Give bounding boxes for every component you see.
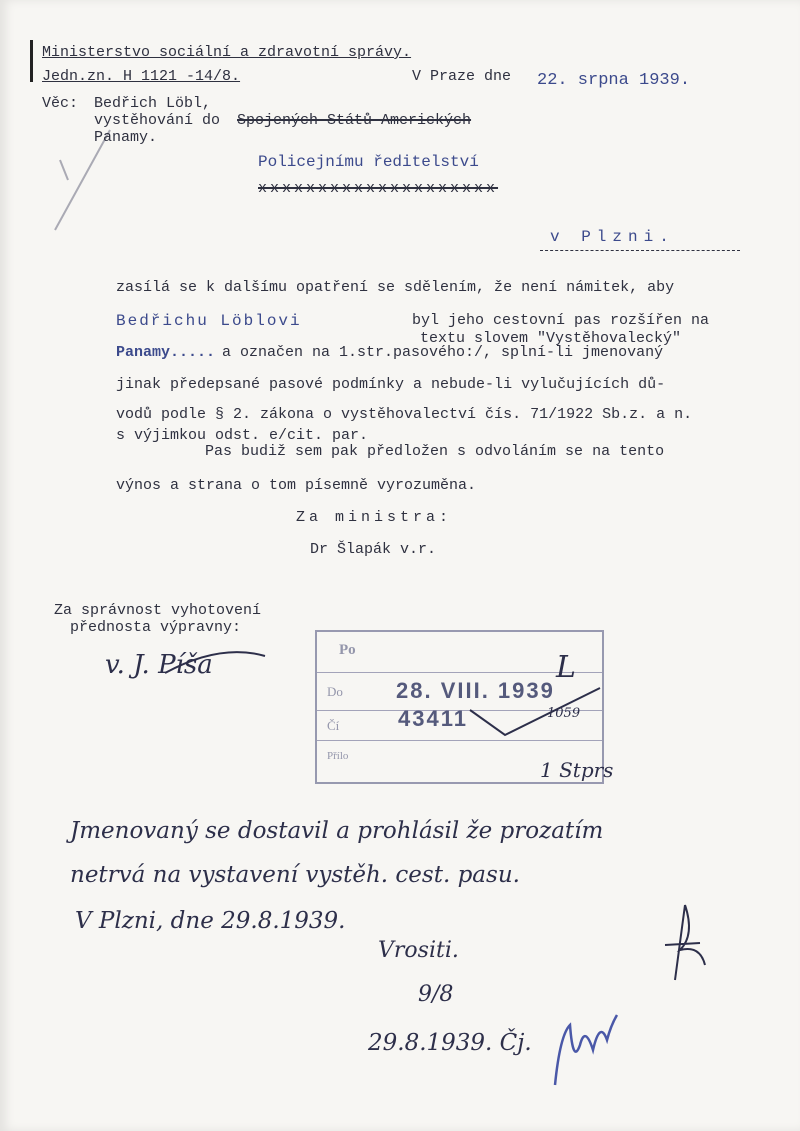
body-line-5: vodů podle § 2. zákona o vystěhovalectví čís. 71/1922 Sb.z. a n. [116,406,693,423]
initials-signature [645,895,715,985]
subject-line-2-struck: Spojených Států Amerických [237,112,472,129]
body-line-3-a: Panamy..... [116,344,216,361]
blue-signature [545,1005,625,1095]
stamp-label-do: Do [327,684,343,699]
certification-line-2: přednosta výpravny: [70,619,242,636]
subject-line-1: Bedřich Löbl, [94,95,212,112]
stamp-note-mark: L [556,650,576,685]
body-line-3-b: a označen na 1.str.pasového:/, splní-li jmenovaný [222,344,664,361]
place-date-label: V Praze dne [412,68,512,85]
recipient-name: Policejnímu ředitelství [258,153,479,171]
subject-label: Věc: [42,95,79,112]
recipient-city: v Plzni. [550,228,675,246]
body-line-6: s výjimkou odst. e/cit. par. [116,427,369,444]
closing-signer: Dr Šlapák v.r. [310,541,437,558]
handwritten-vrositi: Vrositi. [378,938,459,963]
handwritten-line-1: Jmenovaný se dostavil a prohlásil že prozatím [70,818,604,844]
certification-line-1: Za správnost vyhotovení [54,602,262,619]
stamp-number: 43411 [398,706,468,731]
body-line-8: výnos a strana o tom písemně vyrozuměna. [116,477,477,494]
handwritten-date-sign: 29.8.1939. Čj. [368,1030,532,1056]
stamp-label-pri: Přílo [327,750,349,762]
subject-line-2: vystěhování do [94,112,221,129]
stamp-note-number: 1059 [547,706,581,721]
recipient-struck-line: xxxxxxxxxxxxxxxxxxxx [258,180,499,197]
body-line-2: byl jeho cestovní pas rozšířen na [412,312,710,329]
stamp-date: 28. VIII. 1939 [396,678,555,703]
stamp-label-top: Po [339,642,356,658]
handwritten-line-2: netrvá na vystavení vystěh. cest. pasu. [70,862,520,888]
handwritten-line-3: V Plzni, dne 29.8.1939. [75,908,346,934]
body-line-1: zasílá se k dalšímu opatření se sdělením, že není námitek, aby [116,279,675,296]
certification-signature: v. J. Píša [105,650,213,680]
document-date: 22. srpna 1939. [537,71,691,90]
body-line-7: Pas budiž sem pak předložen s odvoláním se na tento [205,443,665,460]
city-underline [540,250,740,251]
checkmark-stroke [465,680,605,740]
ministry-heading: Ministerstvo sociální a zdravotní správy. [42,44,412,61]
body-line-4: jinak předepsané pasové podmínky a nebude-li vylučujících dů- [116,376,666,393]
closing-za-ministra: Za ministra: [296,509,453,526]
reference-number: Jedn.zn. H 1121 -14/8. [42,68,241,85]
signature-underline [160,648,270,678]
body-name: Bedřichu Löblovi [116,312,302,330]
body-line-2-insert: textu slovem "Vystěhovalecký" [420,330,682,347]
handwritten-slash-note: 1 Stprs [540,758,614,782]
subject-line-3: Panamy. [94,129,158,146]
margin-bar [30,40,33,82]
handwritten-fraction: 9/8 [418,982,454,1007]
stamp-label-ci: Čí [327,718,340,733]
